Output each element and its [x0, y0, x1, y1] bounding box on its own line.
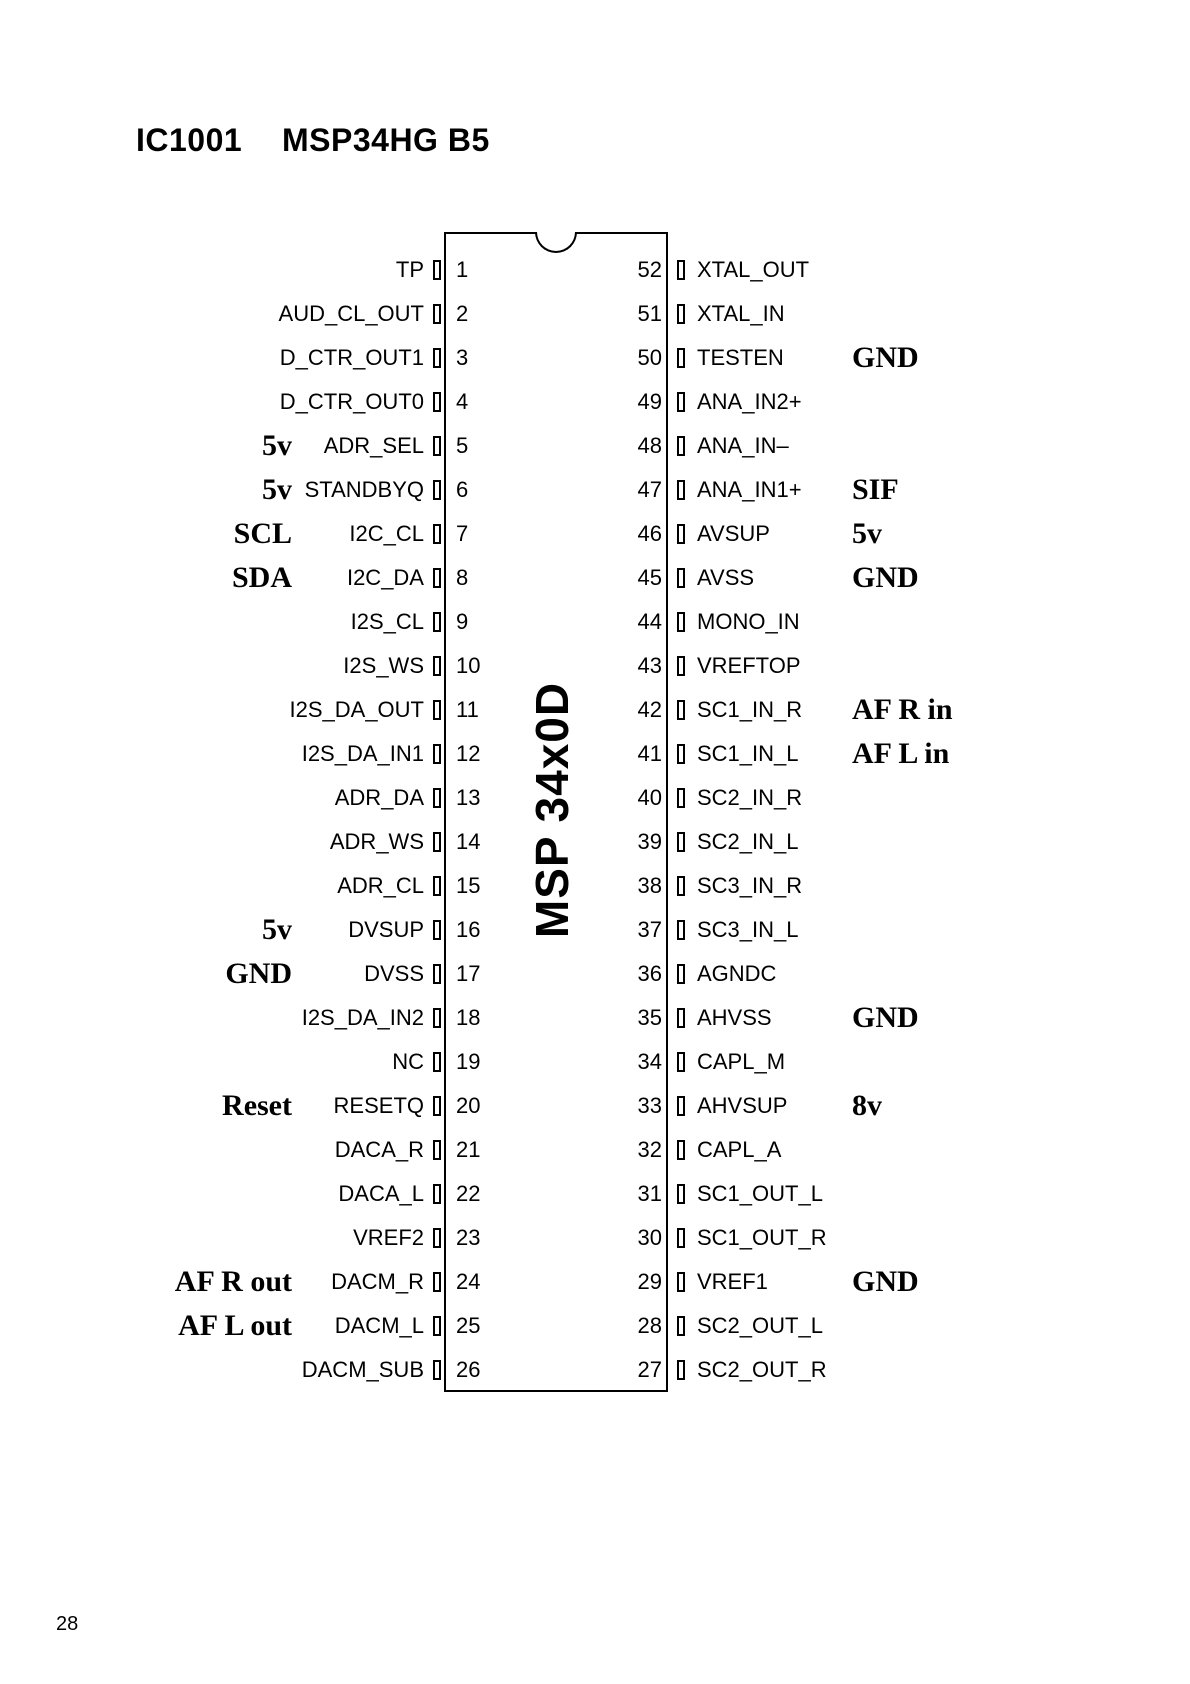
pin-tab-left: [433, 964, 441, 984]
pin-tab-left: [433, 304, 441, 324]
pin-tab-left: [433, 832, 441, 852]
pin-name-right: VREF1: [697, 1269, 768, 1294]
pin-name-left: I2S_DA_OUT: [289, 697, 424, 722]
pin-name-left: VREF2: [353, 1225, 424, 1250]
pin-tab-right: [677, 700, 685, 720]
pin-number-right: 52: [637, 257, 662, 282]
pin-number-left: 26: [456, 1357, 481, 1382]
pin-name-right: AVSS: [697, 565, 755, 590]
pin-name-left: I2S_DA_IN2: [301, 1005, 424, 1030]
pin-tab-right: [677, 348, 685, 368]
pin-tab-left: [433, 920, 441, 940]
pin-tab-right: [677, 612, 685, 632]
pin-name-right: ANA_IN–: [697, 433, 789, 458]
pin-tab-left: [433, 392, 441, 412]
pin-number-right: 43: [637, 653, 662, 678]
pin-name-left: NC: [392, 1049, 424, 1074]
pin-tab-left: [433, 1052, 441, 1072]
pin-number-right: 42: [637, 697, 662, 722]
pin-name-left: I2S_CL: [350, 609, 424, 634]
pin-number-left: 25: [456, 1313, 481, 1338]
pin-number-right: 32: [637, 1137, 662, 1162]
pin-tab-left: [433, 260, 441, 280]
pin-annotation-right: 8v: [852, 1089, 882, 1122]
pin-name-left: DACM_SUB: [301, 1357, 424, 1382]
pin-tab-left: [433, 1316, 441, 1336]
pin-tab-left: [433, 568, 441, 588]
pin-tab-right: [677, 788, 685, 808]
pin-tab-left: [433, 1360, 441, 1380]
ic-reference: IC1001: [136, 122, 243, 158]
pin-annotation-right: AF R in: [852, 693, 953, 726]
pin-number-right: 38: [637, 873, 662, 898]
pin-name-left: DVSUP: [348, 917, 424, 942]
pin-annotation-right: GND: [852, 1265, 919, 1298]
pin-name-right: SC2_IN_L: [697, 829, 799, 854]
pin-number-left: 23: [456, 1225, 481, 1250]
pin-number-right: 48: [637, 433, 662, 458]
pin-name-left: DVSS: [364, 961, 424, 986]
pin-tab-left: [433, 788, 441, 808]
pin-tab-right: [677, 964, 685, 984]
pin-annotation-right: GND: [852, 341, 919, 374]
pin-name-right: MONO_IN: [697, 609, 800, 634]
pin-name-right: SC3_IN_L: [697, 917, 799, 942]
pin-annotation-right: GND: [852, 561, 919, 594]
pin-tab-left: [433, 524, 441, 544]
pin-number-right: 34: [637, 1049, 662, 1074]
pin-tab-left: [433, 744, 441, 764]
pin-name-right: AHVSS: [697, 1005, 772, 1030]
pin-tab-right: [677, 832, 685, 852]
pin-tab-right: [677, 304, 685, 324]
pin-number-left: 17: [456, 961, 481, 986]
pin-tab-right: [677, 1316, 685, 1336]
pin-name-left: ADR_WS: [329, 829, 424, 854]
pin-number-left: 3: [456, 345, 469, 370]
pin-number-right: 37: [637, 917, 662, 942]
pin-number-right: 41: [637, 741, 662, 766]
pin-name-right: SC1_IN_R: [697, 697, 803, 722]
pin-number-right: 29: [637, 1269, 662, 1294]
pin-name-left: DACA_R: [334, 1137, 424, 1162]
pin-tab-right: [677, 1360, 685, 1380]
pin-tab-right: [677, 436, 685, 456]
pin-name-left: STANDBYQ: [304, 477, 424, 502]
pin-number-left: 15: [456, 873, 481, 898]
pin-tab-right: [677, 744, 685, 764]
pin-number-right: 47: [637, 477, 662, 502]
pin-name-right: ANA_IN1+: [697, 477, 802, 502]
pin-annotation-right: 5v: [852, 517, 882, 550]
pin-number-right: 50: [637, 345, 662, 370]
pin-tab-right: [677, 392, 685, 412]
pin-name-right: AHVSUP: [697, 1093, 788, 1118]
pin-name-left: DACM_R: [331, 1269, 424, 1294]
pin-number-left: 5: [456, 433, 469, 458]
pin-annotation-left: SCL: [233, 517, 292, 550]
pin-name-left: RESETQ: [333, 1093, 424, 1118]
pin-tab-right: [677, 656, 685, 676]
pin-number-right: 33: [637, 1093, 662, 1118]
pin-tab-left: [433, 612, 441, 632]
pin-annotation-right: AF L in: [852, 737, 950, 770]
pin-annotation-left: SDA: [231, 561, 292, 594]
pin-tab-left: [433, 1008, 441, 1028]
pin-number-right: 36: [637, 961, 662, 986]
pin-number-left: 1: [456, 257, 469, 282]
pin-name-left: I2S_WS: [343, 653, 424, 678]
pin-tab-right: [677, 920, 685, 940]
pin-number-right: 46: [637, 521, 662, 546]
pin-number-left: 21: [456, 1137, 481, 1162]
pin-tab-right: [677, 1008, 685, 1028]
pin-tab-right: [677, 1096, 685, 1116]
pin-tab-right: [677, 1052, 685, 1072]
pin-number-left: 2: [456, 301, 469, 326]
pin-number-right: 35: [637, 1005, 662, 1030]
pin-name-right: SC3_IN_R: [697, 873, 803, 898]
pin-number-left: 6: [456, 477, 469, 502]
pin-name-left: D_CTR_OUT1: [279, 345, 424, 370]
pin-annotation-left: 5v: [262, 913, 292, 946]
pin-annotation-left: 5v: [262, 473, 292, 506]
pin-number-left: 10: [456, 653, 481, 678]
pin-tab-left: [433, 348, 441, 368]
pin-name-left: I2C_DA: [346, 565, 424, 590]
pin-name-left: ADR_CL: [337, 873, 424, 898]
pin-tab-right: [677, 480, 685, 500]
pin-name-left: I2S_DA_IN1: [301, 741, 424, 766]
pin-number-left: 8: [456, 565, 469, 590]
pin-number-left: 11: [456, 697, 479, 722]
pin-name-right: VREFTOP: [697, 653, 801, 678]
pin-name-right: AVSUP: [697, 521, 770, 546]
pin-annotation-right: GND: [852, 1001, 919, 1034]
pin-number-right: 45: [637, 565, 662, 590]
pin-number-left: 22: [456, 1181, 481, 1206]
pin-name-left: ADR_DA: [334, 785, 424, 810]
pin-number-left: 9: [456, 609, 469, 634]
pin-tab-left: [433, 1140, 441, 1160]
pin-tab-right: [677, 876, 685, 896]
pin-tab-right: [677, 260, 685, 280]
pin-name-left: AUD_CL_OUT: [278, 301, 424, 326]
pin-tab-left: [433, 1184, 441, 1204]
pin-number-left: 19: [456, 1049, 481, 1074]
pin-name-right: SC2_OUT_R: [697, 1357, 827, 1382]
pin-number-right: 28: [637, 1313, 662, 1338]
pin-name-right: ANA_IN2+: [697, 389, 802, 414]
pin-number-right: 31: [637, 1181, 662, 1206]
pin-tab-left: [433, 1228, 441, 1248]
pin-name-right: CAPL_A: [697, 1137, 782, 1162]
pin-number-left: 4: [456, 389, 469, 414]
pin-name-left: DACM_L: [334, 1313, 424, 1338]
pin-name-left: D_CTR_OUT0: [279, 389, 424, 414]
pin-name-left: ADR_SEL: [323, 433, 424, 458]
pin-name-left: I2C_CL: [349, 521, 424, 546]
pin-annotation-left: Reset: [222, 1089, 292, 1122]
pin-name-right: CAPL_M: [697, 1049, 786, 1074]
pin-name-right: SC2_IN_R: [697, 785, 803, 810]
pin-tab-left: [433, 1272, 441, 1292]
pin-number-left: 24: [456, 1269, 481, 1294]
pin-tab-right: [677, 1184, 685, 1204]
pin-number-left: 18: [456, 1005, 481, 1030]
pin-tab-right: [677, 524, 685, 544]
pin-number-left: 20: [456, 1093, 481, 1118]
pin-name-left: TP: [395, 257, 424, 282]
pin-name-right: XTAL_OUT: [697, 257, 810, 282]
chip-label: MSP 34x0D: [526, 681, 578, 939]
pin-number-right: 40: [637, 785, 662, 810]
pin-name-right: TESTEN: [697, 345, 784, 370]
pin-tab-left: [433, 700, 441, 720]
pin-number-left: 7: [456, 521, 469, 546]
pin-number-right: 27: [637, 1357, 662, 1382]
pin-number-right: 44: [637, 609, 662, 634]
pin-name-right: SC2_OUT_L: [697, 1313, 823, 1338]
pin-tab-right: [677, 1272, 685, 1292]
pin-number-left: 12: [456, 741, 481, 766]
pin-number-right: 39: [637, 829, 662, 854]
pin-number-left: 16: [456, 917, 481, 942]
pin-number-right: 49: [637, 389, 662, 414]
pin-annotation-left: 5v: [262, 429, 292, 462]
page-number: 28: [56, 1613, 79, 1635]
pin-tab-left: [433, 1096, 441, 1116]
pin-annotation-left: AF L out: [178, 1309, 292, 1342]
pin-name-left: DACA_L: [338, 1181, 424, 1206]
pin-annotation-left: AF R out: [174, 1265, 292, 1298]
pin-annotation-left: GND: [225, 957, 292, 990]
pin-number-right: 51: [637, 301, 662, 326]
pin-tab-left: [433, 876, 441, 896]
pin-name-right: SC1_IN_L: [697, 741, 799, 766]
pin-tab-right: [677, 1140, 685, 1160]
pin-tab-left: [433, 656, 441, 676]
pin-name-right: XTAL_IN: [697, 301, 785, 326]
pin-tab-right: [677, 568, 685, 588]
pin-annotation-right: SIF: [852, 473, 899, 506]
pin-name-right: AGNDC: [697, 961, 777, 986]
pin-tab-left: [433, 480, 441, 500]
pin-name-right: SC1_OUT_L: [697, 1181, 823, 1206]
pin-number-left: 14: [456, 829, 481, 854]
pin-number-left: 13: [456, 785, 481, 810]
pin-tab-left: [433, 436, 441, 456]
pin-number-right: 30: [637, 1225, 662, 1250]
ic-part-number: MSP34HG B5: [282, 122, 490, 158]
pin-tab-right: [677, 1228, 685, 1248]
pin-name-right: SC1_OUT_R: [697, 1225, 827, 1250]
